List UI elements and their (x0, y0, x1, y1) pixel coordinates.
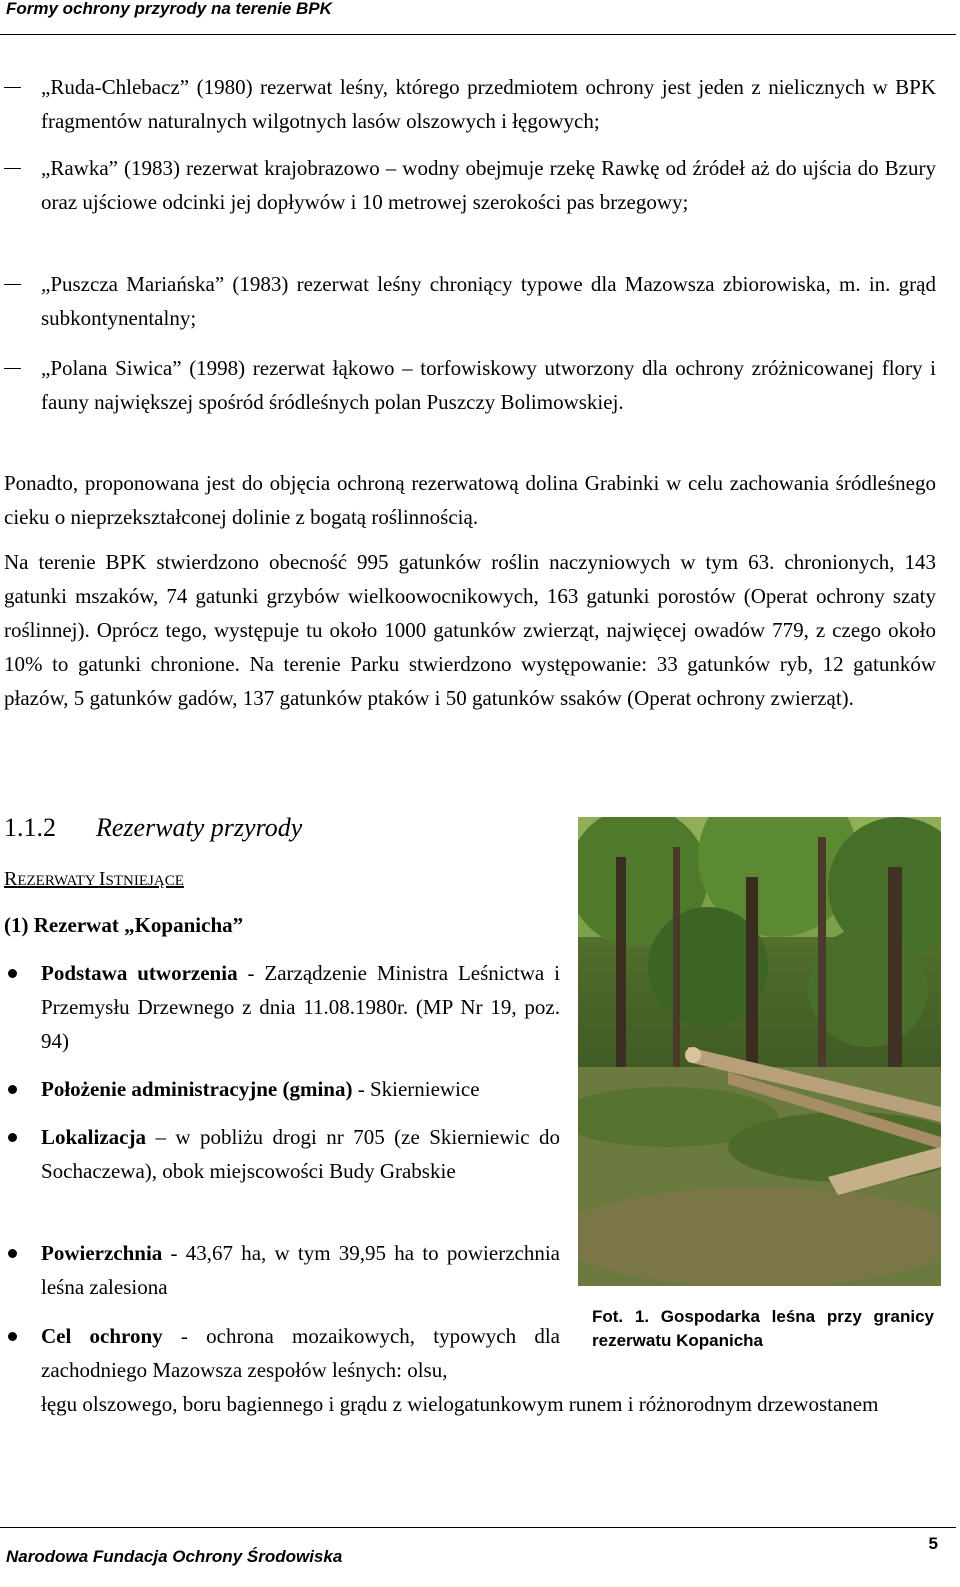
paragraph: Na terenie BPK stwierdzono obecność 995 gatunków roślin naczyniowych w tym 63. chronionych, 143 gatunki mszaków, 74 gatunki grzybów wielkoowocnikowych, 163 gatunki porostów (Operat ochrony szaty roślinnej). Oprócz tego, występuje tu około 1000 gatunków zwierząt, najwięcej owadów 779, z czego około 10% to gatunki chronione. Na terenie Parku stwierdzono występowanie: 33 gatunków ryb, 12 gatunków płazów, 5 gatunków gadów, 137 gatunków ptaków i 50 gatunków ssaków (Operat ochrony zwierząt). (4, 550, 936, 710)
bullet-item (4, 1236, 560, 1304)
bullet-dot (8, 1085, 17, 1094)
forest-photo-illustration (578, 817, 941, 1286)
bullet-text: - Skierniewice (352, 1077, 480, 1101)
bullet-text: - ochrona mozaikowych, typowych dla zachodniego Mazowsza zespołów leśnych: olsu, (41, 1324, 560, 1382)
bullet-dot (8, 1133, 17, 1142)
section-heading (4, 811, 302, 845)
list-item-text: „Polana Siwica” (1998) rezerwat łąkowo – torfowiskowy utworzony dla ochrony zróżnicowanej flory i fauny największej spośród śródleśnych polan Puszczy Bolimowskiej. (41, 356, 936, 414)
bullet-label: Podstawa utworzenia (41, 961, 238, 985)
list-item (4, 267, 936, 335)
footer-rule (0, 1527, 956, 1528)
forest-photo (578, 817, 941, 1286)
list-item (4, 151, 936, 219)
bullet-item (4, 1072, 560, 1106)
bullet-dot (8, 1249, 17, 1258)
list-item (4, 70, 936, 138)
bullet-dot (8, 1332, 17, 1341)
photo-caption: Fot. 1. Gospodarka leśna przy granicy rezerwatu Kopanicha (592, 1307, 934, 1350)
section-number: 1.1.2 (4, 813, 56, 842)
bullet-continuation: łęgu olszowego, boru bagiennego i grądu z wielogatunkowym runem i różnorodnym drzewostanem (41, 1392, 879, 1416)
list-item-text: „Ruda-Chlebacz” (1980) rezerwat leśny, którego przedmiotem ochrony jest jeden z nielicznych w BPK fragmentów naturalnych wilgotnych lasów olszowych i łęgowych; (41, 75, 936, 133)
bullet-item (4, 1319, 560, 1387)
section-title: Rezerwaty przyrody (96, 813, 303, 842)
list-item (4, 351, 936, 419)
bullet-label: Cel ochrony (41, 1324, 163, 1348)
bullet-label: Lokalizacja (41, 1125, 146, 1149)
list-item-text: „Puszcza Mariańska” (1983) rezerwat leśny chroniący typowe dla Mazowsza zbiorowiska, m. in. grąd subkontynentalny; (41, 272, 936, 330)
bullet-label: Powierzchnia (41, 1241, 163, 1265)
page-number: 5 (928, 1534, 938, 1553)
bullet-item (4, 1120, 560, 1188)
bullet-text: – w pobliżu drogi nr 705 (ze Skierniewic do Sochaczewa), obok miejscowości Budy Grabskie (41, 1125, 560, 1183)
bullet-dot (8, 969, 17, 978)
bullet-text: - Zarządzenie Ministra Leśnictwa i Przemysłu Drzewnego z dnia 11.08.1980r. (MP Nr 19, poz. 94) (41, 961, 561, 1053)
reserve-title: (1) Rezerwat „Kopanicha” (4, 913, 244, 937)
running-footer: Narodowa Fundacja Ochrony Środowiska (6, 1547, 343, 1566)
bullet-text: - 43,67 ha, w tym 39,95 ha to powierzchnia leśna zalesiona (41, 1241, 560, 1299)
bullet-label: Położenie administracyjne (gmina) (41, 1077, 353, 1101)
list-item-text: „Rawka” (1983) rezerwat krajobrazowo – wodny obejmuje rzekę Rawkę od źródeł aż do ujścia do Bzury oraz ujściowe odcinki jej dopływów i 10 metrowej szerokości pas brzegowy; (41, 156, 936, 214)
running-header: Formy ochrony przyrody na terenie BPK (6, 0, 332, 18)
paragraph: Ponadto, proponowana jest do objęcia ochroną rezerwatową dolina Grabinki w celu zachowania śródleśnego cieku o nieprzekształconej dolinie z bogatą roślinnością. (4, 471, 936, 529)
header-rule (0, 34, 956, 35)
bullet-item (4, 956, 560, 1058)
subheading: REZERWATY ISTNIEJĄCE (4, 868, 184, 890)
